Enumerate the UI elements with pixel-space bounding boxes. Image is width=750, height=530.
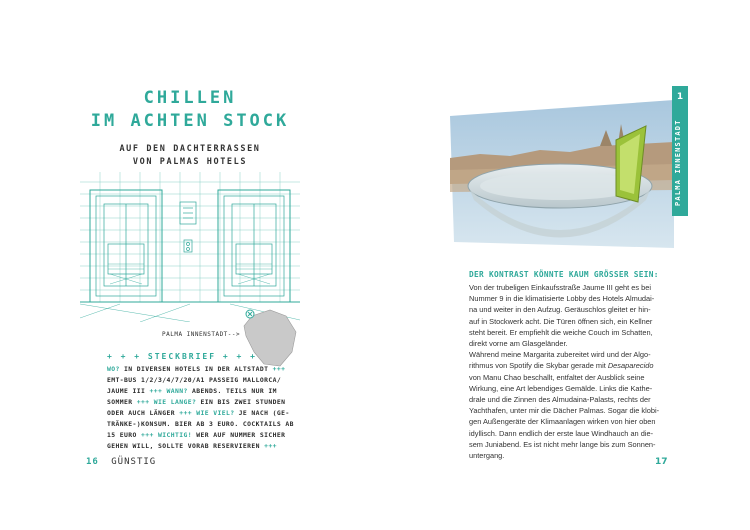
elevator-sketch-illustration — [80, 172, 300, 322]
body-text: gen Außengeräte der Klimaanlagen wirken von hier oben — [469, 417, 656, 427]
category-label: GÜNSTIG — [111, 457, 157, 467]
body-text: rithmus von Spotify die Skybar gerade mit — [469, 361, 608, 371]
body-line — [469, 282, 673, 293]
steckbrief-text: EMT-BUS 1/2/3/4/7/20/A1 PASSEIG MALLORCA/ — [107, 376, 282, 384]
steckbrief-text: EIN BIS ZWEI STUNDEN — [196, 398, 286, 406]
right-page — [375, 0, 750, 530]
x-marker-icon — [246, 310, 254, 318]
steckbrief-text: JE NACH (GE- — [234, 409, 290, 417]
body-line — [469, 327, 673, 338]
steckbrief-text: GEHEN WILL, SOLLTE VORAB RESERVIEREN — [107, 442, 265, 450]
body-text: Von der trubeligen Einkaufsstraße Jaume III geht es bei — [469, 283, 651, 292]
body-text: idyllisch. Dann endlich der erste laue Windhauch an die- — [469, 428, 654, 438]
body-line — [469, 293, 673, 304]
steckbrief-text: TRÄNKE-)KONSUM. BIER AB 3 EURO. COCKTAILS AB — [107, 420, 294, 428]
body-line — [469, 383, 673, 394]
steckbrief-text: +++ — [272, 365, 286, 373]
map-label: PALMA INNENSTADT--> — [162, 331, 241, 338]
steckbrief-line — [107, 441, 297, 452]
steckbrief-line — [107, 430, 297, 441]
right-page-number: 17 — [655, 457, 668, 467]
steckbrief-text: +++ WANN? — [149, 387, 188, 395]
steckbrief-line — [107, 386, 297, 397]
margarita-rooftop-photo — [450, 100, 674, 248]
body-text: von Manu Chao beschallt, entfaltet der Ausblick seine — [469, 372, 645, 382]
body-text: sem Juniabend. Es ist nicht mehr lange bis zum Sonnen- — [469, 439, 656, 449]
article-body — [469, 282, 673, 461]
body-text: Desaparecido — [607, 361, 654, 371]
steckbrief-text: +++ WIE LANGE? — [136, 398, 197, 406]
steckbrief-line — [107, 364, 297, 375]
steckbrief-title: + + + STECKBRIEF + + + — [107, 352, 257, 361]
steckbrief-text: IN DIVERSEN HOTELS IN DER ALTSTADT — [119, 365, 273, 373]
body-text: drale und die Zinnen des Almudaina-Palasts, rechts der — [469, 395, 651, 405]
body-text: Wirkung, eine Art lebendiges Gemälde. Links die Kathe- — [469, 383, 653, 393]
steckbrief-text: 15 EURO — [107, 431, 141, 439]
steckbrief-text: WO? — [107, 365, 120, 373]
body-line — [469, 360, 673, 371]
steckbrief-line — [107, 408, 297, 419]
steckbrief-text: SOMMER — [107, 398, 137, 406]
steckbrief-text: WER AUF NUMMER SICHER — [191, 431, 286, 439]
body-line — [469, 304, 673, 315]
body-line — [469, 416, 673, 427]
body-line — [469, 439, 673, 450]
article-heading: DER KONTRAST KÖNNTE KAUM GRÖSSER SEIN: — [469, 270, 659, 279]
body-text: Während meine Margarita zubereitet wird und der Algo- — [469, 350, 651, 360]
steckbrief-text: ABENDS. TEILS NUR IM — [187, 387, 277, 395]
body-line — [469, 316, 673, 327]
body-text: na und weiter in den Aufzug. Geräuschlos gleitet er hin- — [469, 305, 651, 315]
steckbrief-text: ODER AUCH LÄNGER — [107, 409, 180, 417]
body-line — [469, 394, 673, 405]
body-text: Nummer 9 in die klimatisierte Lobby des Hotels Almudai- — [469, 294, 655, 304]
body-line — [469, 372, 673, 383]
steckbrief-body — [107, 364, 297, 452]
subtitle-line-2: VON PALMAS HOTELS — [132, 157, 248, 167]
body-text: direkt vorne am Glasgeländer. — [469, 339, 568, 349]
body-line — [469, 338, 673, 349]
body-line — [469, 450, 673, 461]
steckbrief-line — [107, 375, 297, 386]
title-line-2: IM ACHTEN STOCK — [90, 111, 290, 131]
steckbrief-line — [107, 397, 297, 408]
body-text: steht bereit. Er empfiehlt die weiche Couch im Schatten, — [469, 327, 653, 337]
subtitle-line-1: AUF DEN DACHTERRASSEN — [119, 144, 261, 154]
chapter-tab — [672, 86, 688, 216]
body-text: Yachthafen, unter mir die Dächer Palmas. Sogar die klobi- — [469, 406, 660, 416]
body-text: untergang. — [469, 451, 505, 461]
steckbrief-text: +++ WIE VIEL? — [179, 409, 235, 417]
left-footer — [86, 457, 156, 467]
chapter-number: 1 — [676, 92, 684, 102]
steckbrief-text: +++ WICHTIG! — [140, 431, 192, 439]
body-line — [469, 405, 673, 416]
steckbrief-line — [107, 419, 297, 430]
left-page-number: 16 — [86, 457, 99, 467]
body-text: auf in Stockwerk acht. Die Türen öffnen sich, ein Kellner — [469, 316, 653, 326]
steckbrief-text: +++ — [264, 442, 277, 450]
steckbrief-text: JAUME III — [107, 387, 150, 395]
chapter-tab-label: PALMA INNENSTADT — [674, 119, 682, 206]
body-line — [469, 349, 673, 360]
body-line — [469, 428, 673, 439]
title-line-1: CHILLEN — [143, 88, 237, 108]
